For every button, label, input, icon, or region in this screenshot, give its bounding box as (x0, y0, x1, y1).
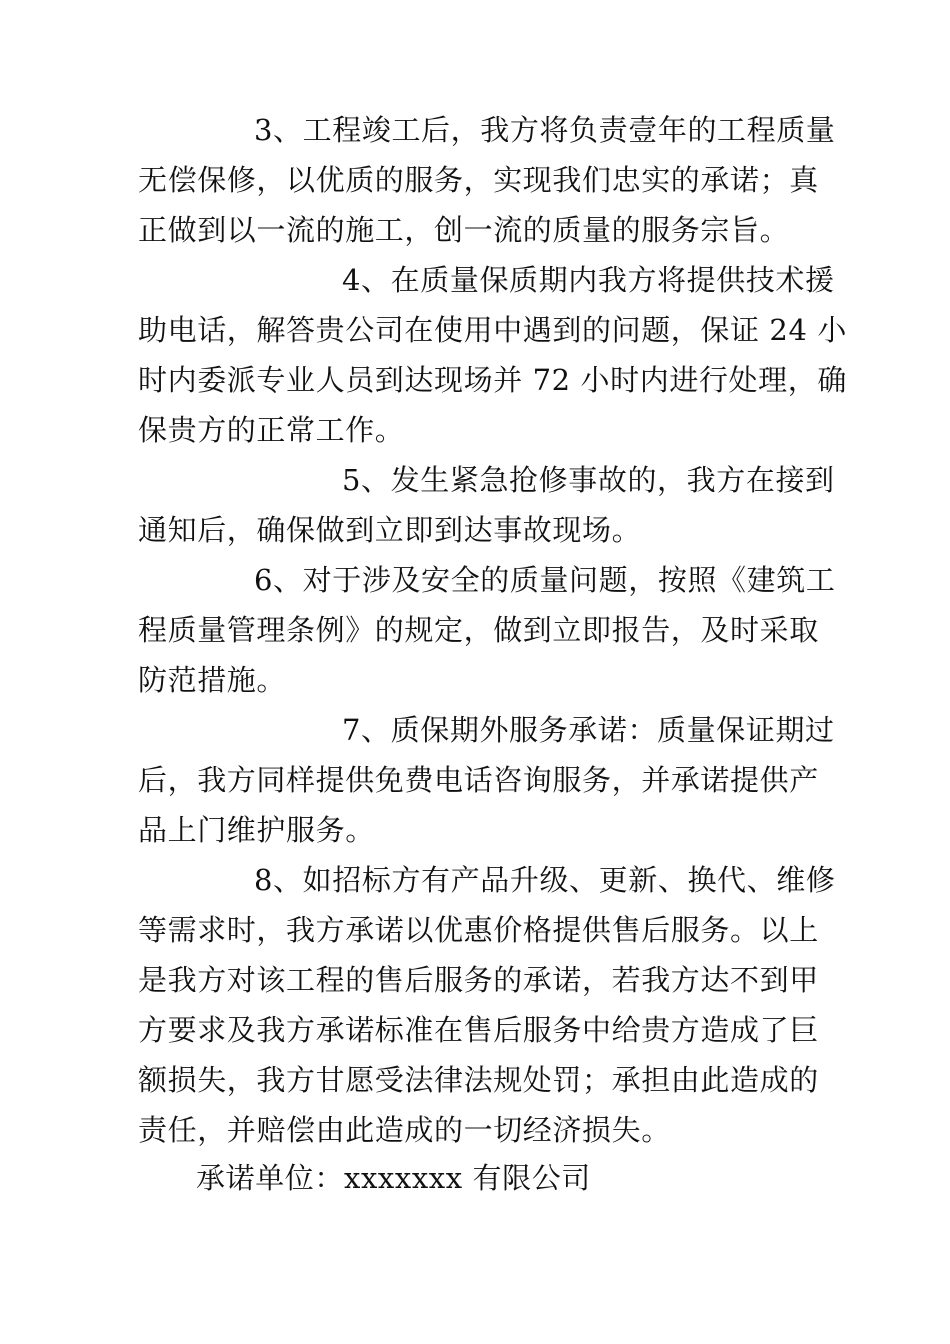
paragraph-8-line-1: 8、如招标方有产品升级、更新、换代、维修 (254, 863, 836, 897)
paragraph-5-line-1: 5、发生紧急抢修事故的，我方在接到 (342, 463, 835, 497)
paragraph-4-line-1: 4、在质量保质期内我方将提供技术援 (342, 263, 835, 297)
paragraph-8-line-3: 是我方对该工程的售后服务的承诺，若我方达不到甲 (138, 963, 819, 997)
paragraph-8-line-5: 额损失，我方甘愿受法律法规处罚；承担由此造成的 (138, 1063, 819, 1097)
signature-line: 承诺单位：xxxxxxx 有限公司 (196, 1161, 591, 1195)
paragraph-6-line-2: 程质量管理条例》的规定，做到立即报告，及时采取 (138, 613, 819, 647)
paragraph-4-line-4: 保贵方的正常工作。 (138, 413, 405, 447)
paragraph-6-line-3: 防范措施。 (138, 663, 287, 697)
paragraph-5-line-2: 通知后，确保做到立即到达事故现场。 (138, 513, 642, 547)
paragraph-3-line-3: 正做到以一流的施工，创一流的质量的服务宗旨。 (138, 213, 790, 247)
paragraph-4-line-2: 助电话，解答贵公司在使用中遇到的问题，保证 24 小 (138, 313, 847, 347)
paragraph-7-line-3: 品上门维护服务。 (138, 813, 375, 847)
paragraph-7-line-2: 后，我方同样提供免费电话咨询服务，并承诺提供产 (138, 763, 819, 797)
paragraph-3-line-1: 3、工程竣工后，我方将负责壹年的工程质量 (254, 113, 836, 147)
paragraph-3-line-2: 无偿保修，以优质的服务，实现我们忠实的承诺；真 (138, 163, 819, 197)
paragraph-4-line-3: 时内委派专业人员到达现场并 72 小时内进行处理，确 (138, 363, 847, 397)
paragraph-8-line-6: 责任，并赔偿由此造成的一切经济损失。 (138, 1113, 671, 1147)
paragraph-8-line-4: 方要求及我方承诺标准在售后服务中给贵方造成了巨 (138, 1013, 819, 1047)
paragraph-7-line-1: 7、质保期外服务承诺：质量保证期过 (342, 713, 835, 747)
paragraph-8-line-2: 等需求时，我方承诺以优惠价格提供售后服务。以上 (138, 913, 819, 947)
paragraph-6-line-1: 6、对于涉及安全的质量问题，按照《建筑工 (254, 563, 836, 597)
